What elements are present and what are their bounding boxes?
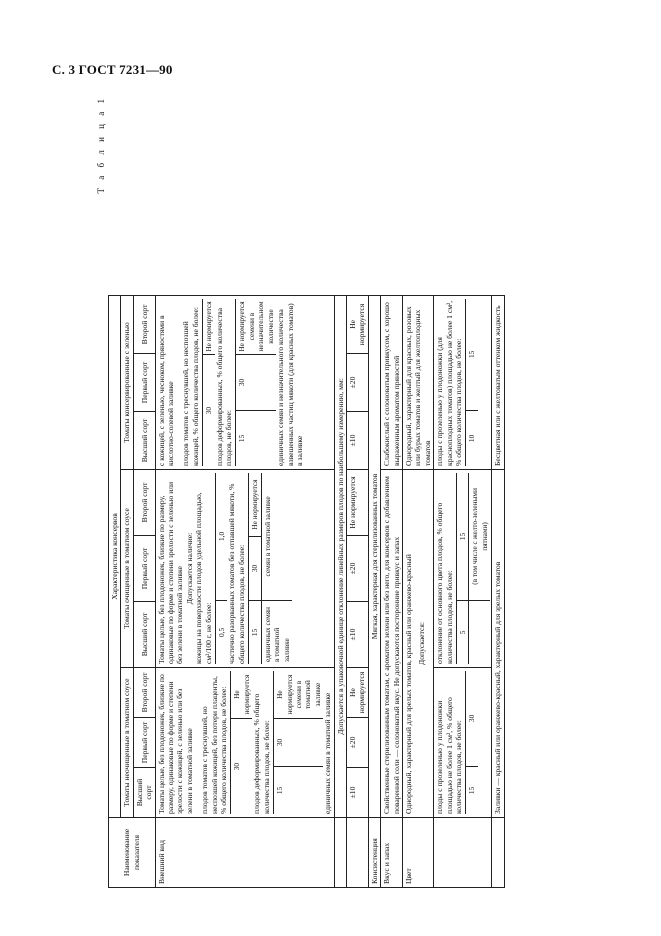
value-cell: 30 [274,719,324,767]
value-cell: ±20 [346,536,368,602]
value-cell: Не нормируется [346,668,368,718]
group-header-2: Томаты очищенные в томатном соусе [121,470,133,668]
value-cell: ±10 [346,768,368,818]
appearance-g1-p1: плодов томатов с треснувшей, но неспозшей кожицей, без потери плаценты, % общего количества плодов, не более: [200,676,229,814]
row-label-consistency: Консистенция [368,818,380,888]
consistency-text: Мягкая, характерная для стерилизованных томатов [368,295,380,817]
row-label-taste: Вкус и запах [381,818,403,888]
appearance-group3 [155,295,334,469]
grade-header: Второй сорт [133,470,155,536]
appearance-g1-p3: единичных семян в томатной заливке [323,692,333,814]
value-cell: 1,0 [216,473,228,600]
value-cell: Не нормируется семени в незначительном количестве [236,299,276,355]
color-g1-detail [434,668,492,818]
value-cell: ±10 [346,412,368,470]
appearance-g3-p2: плодов деформированных, % общего количества плодов, не более: [214,308,234,466]
table-caption: Т а б л и ц а 1 [96,96,106,194]
indicator-header: Наименование показателя [109,818,156,888]
value-cell: Не нормируется [346,295,368,353]
group-header-3: Томаты консервированные с зеленью [121,295,133,469]
grade-header: Высший сорт [133,768,155,818]
value-cell: семян в томатной заливке [261,473,292,600]
color-g2-detail [434,470,492,668]
value-cell: ±20 [346,718,368,768]
appearance-g3-p1: плодов томатов с треснувшей, но неспозшей кожицей, % общего количества плодов, не более: [181,307,200,466]
value-cell: 10 [466,410,478,466]
color-g12 [402,470,433,818]
appearance-g2-p1: кожицы на поверхности плодов удельной площадью, см²/100 г, не более: [194,492,213,664]
grade-header: Второй сорт [133,668,155,718]
grade-header: Второй сорт [133,295,155,353]
appearance-group2 [155,470,334,668]
value-cell: ±10 [346,602,368,668]
value-cell: 0,5 [216,600,228,664]
rotated-table-sheet [96,96,613,888]
color-g3-detail [434,295,492,469]
value-cell: 15 [466,299,478,410]
color-g1-p: плоды с прозеленью у плодоножки площадью не более 1 см², % общего количества плодов, не более: [435,697,463,814]
row-label-color: Цвет [402,818,433,888]
color-g2-note: (в том числе с желто-зелеными пятнами) [469,473,490,600]
grade-header: Первый сорт [133,536,155,602]
value-cell: 30 [466,671,478,766]
value-cell: 30 [231,719,252,814]
value-cell: Не нормируется [346,470,368,536]
row-label-appearance: Внешний вид [155,818,334,888]
value-cell: Не нормируется [231,671,252,719]
grade-header: Первый сорт [133,354,155,412]
value-cell: 15 [457,473,469,600]
fill-g12: Заливки — красный или оранжево-красный, характерный для зрелых томатов [492,470,504,818]
group-header-1: Томаты неочищенные в томатном соусе [121,668,133,818]
characteristic-header: Характеристика консервов [109,295,121,817]
fill-g3: Бесцветная или с желтоватым оттенком жидкость [492,295,504,469]
taste-g12: Свойственные стерилизованным томатам, с ароматом зелени или без него, для консервов с добавлением поваренной соли — солоноватый вкус. Не допускаются посторонние привкус и запах [381,470,403,818]
value-cell: 15 [249,600,261,664]
color-g3: Однородный, характерный для красных, розовых или бурых томатов и желтый для желтоплодных томатов [402,295,433,469]
value-cell: 15 [466,766,478,814]
value-cell: 30 [249,537,261,601]
appearance-g3-intro: с кожицей, с зеленью, чесноком, пряностями в кислотно-солевой заливке [156,315,176,466]
value-cell: 30 [203,355,215,466]
color-g12-text: Однородный, характерный для зрелых томатов, красный или оранжево-красный [403,554,413,814]
value-cell: 15 [274,766,324,814]
page-header: С. 3 ГОСТ 7231—90 [52,62,173,77]
color-allowed: Допускается: [417,622,427,665]
grade-header: Первый сорт [133,718,155,768]
appearance-group1 [155,668,334,818]
value-cell: Не нормируется семени в томатной заливке [274,671,324,719]
appearance-g1-p2: плодов деформированных, % общего количества плодов, не более: [252,693,271,814]
deviation-note: Допускается в упаковочной единице отклонение линейных размеров плодов по наибольшему измерению, мм: [334,295,346,817]
appearance-g2-p2: частично разорванных томатов без отпавшей мякоти, % общего количества плодов, не более: [227,483,246,664]
grade-header: Высший сорт [133,412,155,470]
value-cell: Не нормируется [249,473,261,537]
taste-g3: Слабокислый с солоноватым привкусом, с хорошо выраженным ароматом пряностей [381,295,403,469]
value-cell: ±20 [346,354,368,412]
color-g3-p: плоды с прозеленью у плодоножки (для красноплодных томатов) площадью не более 1 см², % общего количества плодов, не более: [435,300,463,466]
appearance-g2-allowed: Допускается наличие: [184,532,194,605]
appearance-g2-intro: Томаты целые, без плодоножек, близкие по размеру, одинаковые по форме и степени зрелости с зеленью или без зелени в томатной заливке [156,481,185,664]
appearance-g1-intro: Томаты целые, без плодоножек, близкие по размеру, одинаковые по форме и степени зрелости с кожицей, с зеленью или без зелени в томатной заливке [156,674,194,814]
value-cell: 30 [236,355,276,411]
appearance-g3-p3: единичных семян и незначительного количества взвешенных частиц мякоти (для красных томатов) в заливке [276,303,304,466]
value-cell: Не нормируется [203,299,215,355]
value-cell: единичных семян в томатной заливке [261,600,292,664]
value-cell: 5 [457,600,469,664]
quality-table [108,95,505,888]
grade-header: Высший сорт [133,602,155,668]
value-cell: 15 [236,410,276,466]
color-g2-p: отклонение от основного цвета плодов, % общего количества плодов, не более: [435,502,454,664]
